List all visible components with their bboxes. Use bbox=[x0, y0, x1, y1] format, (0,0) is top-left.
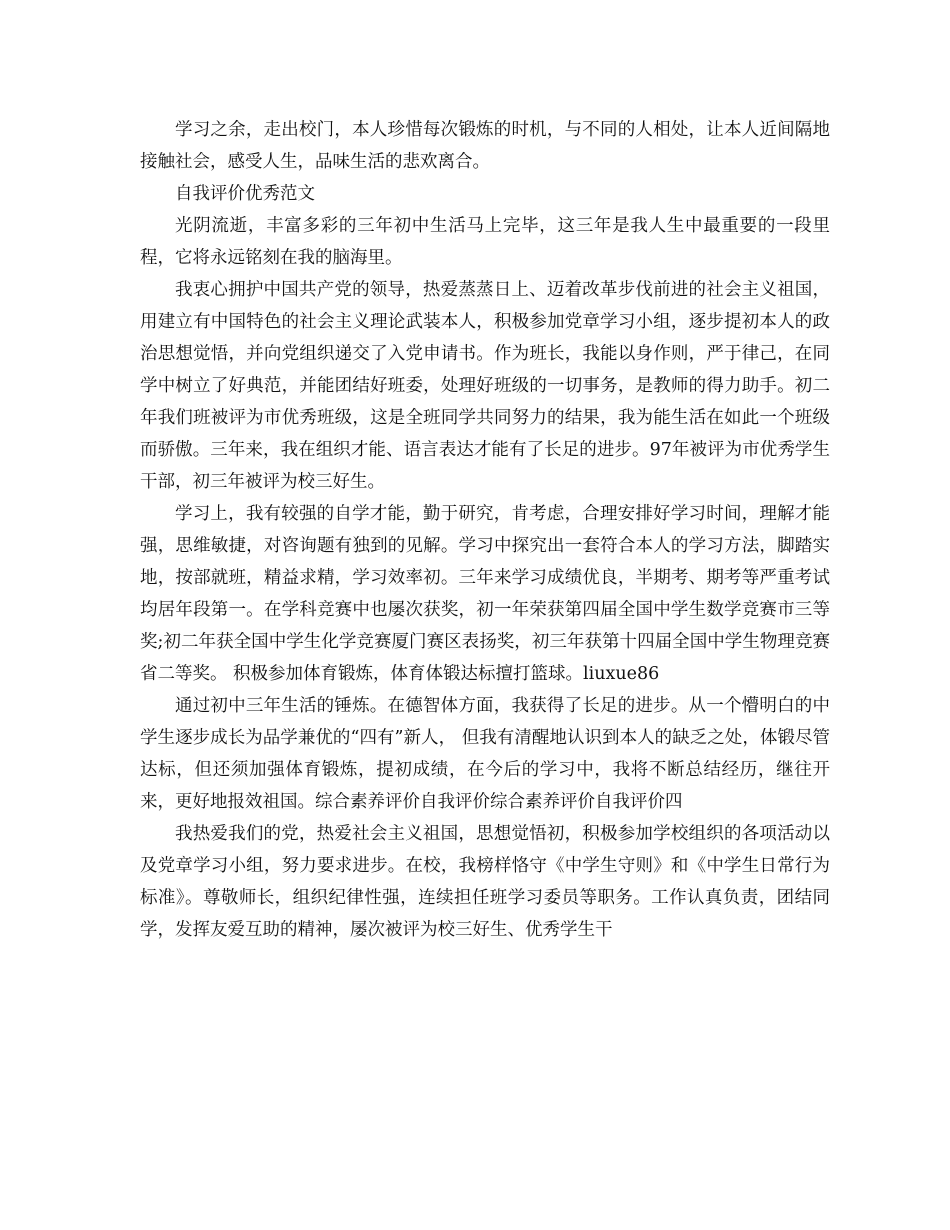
document-page bbox=[140, 114, 830, 946]
paragraph-1: 学习之余，走出校门，本人珍惜每次锻炼的时机，与不同的人相处，让本人近间隔地接触社会，感受人生，品味生活的悲欢离合。 bbox=[140, 120, 830, 172]
section-heading: 自我评价优秀范文 bbox=[175, 184, 315, 204]
paragraph-2: 光阴流逝，丰富多彩的三年初中生活马上完毕，这三年是我人生中最重要的一段里程，它将永远铭刻在我的脑海里。 bbox=[140, 216, 830, 268]
paragraph-3: 我衷心拥护中国共产党的领导，热爱蒸蒸日上、迈着改革步伐前进的社会主义祖国，用建立有中国特色的社会主义理论武装本人，积极参加党章学习小组，逐步提初本人的政治思想觉悟，并向党组织递交了入党申请书。作为班长，我能以身作则，严于律己，在同学中树立了好典范，并能团结好班委，处理好班级的一切事务，是教师的得力助手。初二年我们班被评为市优秀班级，这是全班同学共同努力的结果，我为能生活在如此一个班级而骄傲。三年来，我在组织才能、语言表达才能有了长足的进步。97年被评为市优秀学生干部，初三年被评为校三好生。 bbox=[140, 280, 830, 492]
paragraph-6: 我热爱我们的党，热爱社会主义祖国，思想觉悟初，积极参加学校组织的各项活动以及党章学习小组，努力要求进步。在校，我榜样恪守《中学生守则》和《中学生日常行为标准》。尊敬师长，组织纪律性强，连续担任班学习委员等职务。工作认真负责，团结同学，发挥友爱互助的精神，屡次被评为校三好生、优秀学生干 bbox=[140, 824, 830, 940]
paragraph-5: 通过初中三年生活的锤炼。在德智体方面，我获得了长足的进步。从一个懵明白的中学生逐步成长为品学兼优的“四有”新人， 但我有清醒地认识到本人的缺乏之处，体锻尽管达标，但还须加强体育锻炼，提初成绩，在今后的学习中，我将不断总结经历，继往开来，更好地报效祖国。综合素养评价自我评价综合素养评价自我评价四 bbox=[140, 696, 830, 812]
paragraph-4: 学习上，我有较强的自学才能，勤于研究，肯考虑，合理安排好学习时间，理解才能强，思维敏捷，对咨询题有独到的见解。学习中探究出一套符合本人的学习方法，脚踏实地，按部就班，精益求精，学习效率初。三年来学习成绩优良，半期考、期考等严重考试均居年段第一。在学科竞赛中也屡次获奖，初一年荣获第四届全国中学生数学竞赛市三等奖;初二年获全国中学生化学竞赛厦门赛区表扬奖，初三年获第十四届全国中学生物理竞赛省二等奖。 积极参加体育锻炼，体育体锻达标擅打篮球。liuxue86 bbox=[140, 504, 830, 684]
